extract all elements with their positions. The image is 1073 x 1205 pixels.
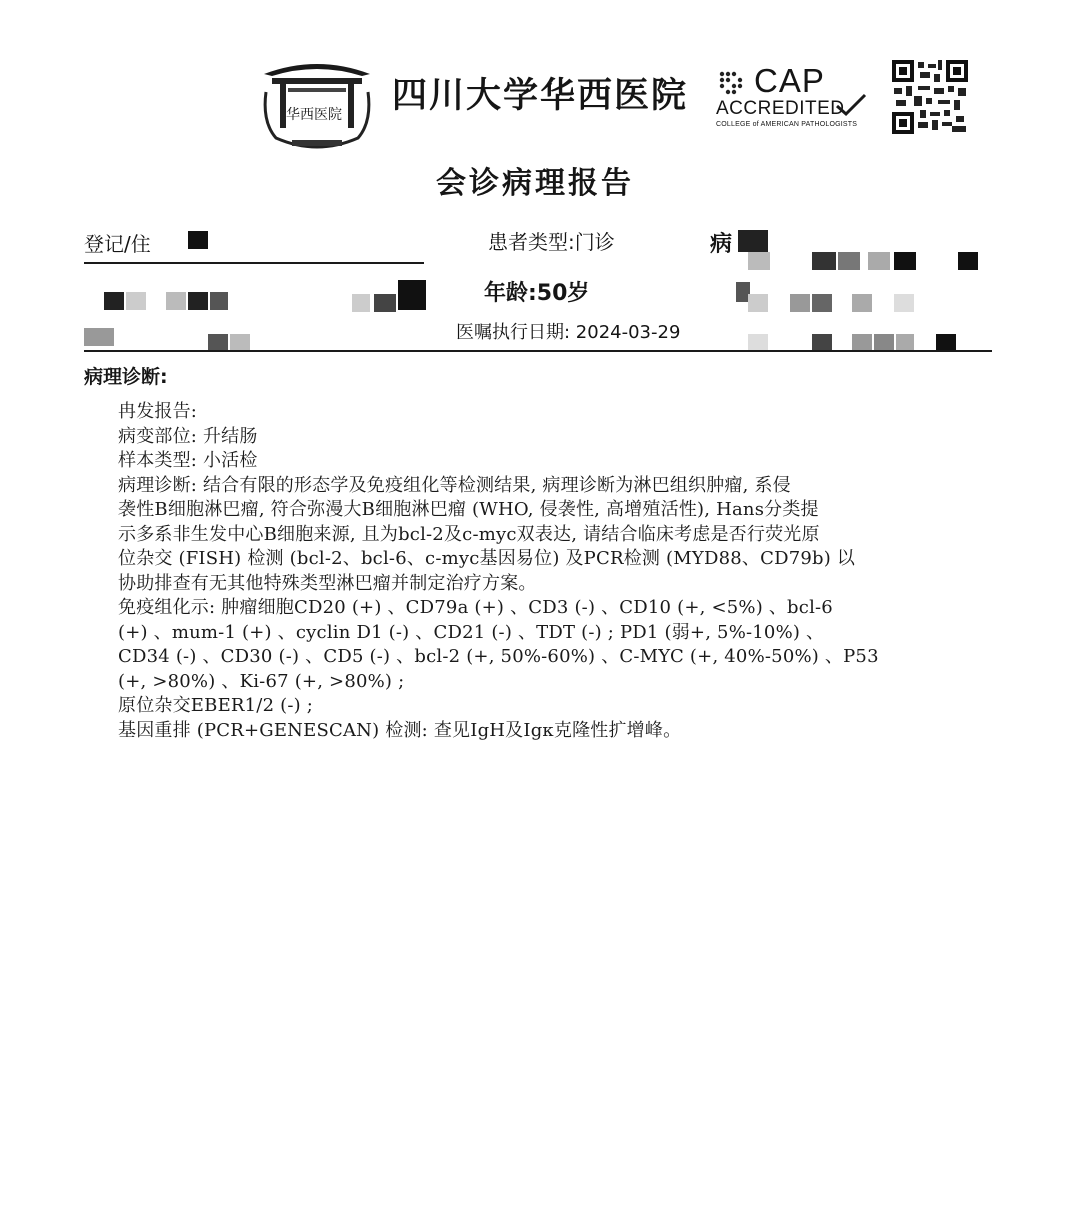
diagnosis-line: 示多系非生发中心B细胞来源, 且为bcl-2及c-myc双表达, 请结合临床考虑是否行荧光原	[118, 523, 820, 545]
diagnosis-heading: 病理诊断:	[84, 366, 168, 388]
redaction-block	[398, 280, 426, 310]
logo-text: 华西医院	[286, 107, 342, 123]
checkmark-icon	[834, 92, 868, 118]
hospital-gate-icon	[258, 52, 376, 152]
redaction-block	[738, 230, 768, 252]
immunohistochemistry-line: (+, >80%) 、Ki-67 (+, >80%) ;	[118, 670, 405, 692]
redaction-block	[812, 294, 832, 312]
divider-line	[84, 262, 424, 264]
cap-accreditation	[716, 64, 872, 134]
order-date: 医嘱执行日期: 2024-03-29	[456, 322, 681, 343]
hospital-logo	[258, 52, 376, 152]
in-situ-hybridization-line: 原位杂交EBER1/2 (-) ;	[118, 695, 314, 716]
specimen-type-line: 样本类型: 小活检	[118, 450, 258, 471]
diagnosis-line: 协助排查有无其他特殊类型淋巴瘤并制定治疗方案。	[118, 572, 537, 594]
diagnosis-line: 病理诊断: 结合有限的形态学及免疫组化等检测结果, 病理诊断为淋巴组织肿瘤, 系侵	[118, 474, 791, 496]
cap-accredited-text: ACCREDITED	[716, 98, 845, 119]
redaction-block	[748, 294, 768, 312]
patient-type: 患者类型:门诊	[488, 230, 615, 254]
redaction-block	[748, 252, 770, 270]
immunohistochemistry-line: CD34 (-) 、CD30 (-) 、CD5 (-) 、bcl-2 (+, 50%-60%) 、C-MYC (+, 40%-50%) 、P53	[118, 646, 879, 667]
redaction-block	[958, 252, 978, 270]
report-title: 会诊病理报告	[436, 166, 634, 201]
redaction-block	[210, 292, 228, 310]
redaction-block	[166, 292, 186, 310]
diagnosis-body	[118, 400, 958, 743]
report-status-line: 冉发报告:	[118, 401, 198, 422]
diagnosis-line: 位杂交 (FISH) 检测 (bcl-2、bcl-6、c-myc基因易位) 及PCR检测 (MYD88、CD79b) 以	[118, 548, 856, 569]
redaction-block	[188, 231, 208, 249]
redaction-block	[894, 252, 916, 270]
lesion-site-line: 病变部位: 升结肠	[118, 425, 258, 447]
redaction-block	[352, 294, 370, 312]
redaction-block	[894, 294, 914, 312]
registration-label: 登记/住	[84, 232, 151, 256]
redaction-block	[188, 292, 208, 310]
redaction-block	[838, 252, 860, 270]
redaction-block	[812, 252, 836, 270]
redaction-block	[868, 252, 890, 270]
qr-code-icon	[892, 60, 968, 134]
hospital-name: 四川大学华西医院	[392, 76, 689, 116]
age: 年龄:50岁	[484, 281, 590, 306]
redaction-block	[852, 294, 872, 312]
diagnosis-line: 袭性B细胞淋巴瘤, 符合弥漫大B细胞淋巴瘤 (WHO, 侵袭性, 高增殖活性), Hans分类提	[118, 499, 819, 520]
immunohistochemistry-line: (+) 、mum-1 (+) 、cyclin D1 (-) 、CD21 (-) 、TDT (-) ; PD1 (弱+, 5%-10%) 、	[118, 621, 825, 643]
divider-line	[84, 350, 992, 352]
cap-college-text: COLLEGE of AMERICAN PATHOLOGISTS	[716, 121, 858, 128]
redaction-block	[790, 294, 810, 312]
redaction-block	[126, 292, 146, 310]
redaction-block	[104, 292, 124, 310]
cap-logo-text: CAP	[754, 62, 825, 99]
gene-rearrangement-line: 基因重排 (PCR+GENESCAN) 检测: 查见IgH及Igκ克隆性扩增峰。	[118, 719, 682, 741]
cap-dots-icon	[716, 68, 748, 98]
redaction-block	[84, 328, 114, 346]
immunohistochemistry-line: 免疫组化示: 肿瘤细胞CD20 (+) 、CD79a (+) 、CD3 (-) 、CD10 (+, <5%) 、bcl-6	[118, 597, 833, 618]
redaction-block	[374, 294, 396, 312]
pathology-number-label: 病	[710, 232, 733, 257]
